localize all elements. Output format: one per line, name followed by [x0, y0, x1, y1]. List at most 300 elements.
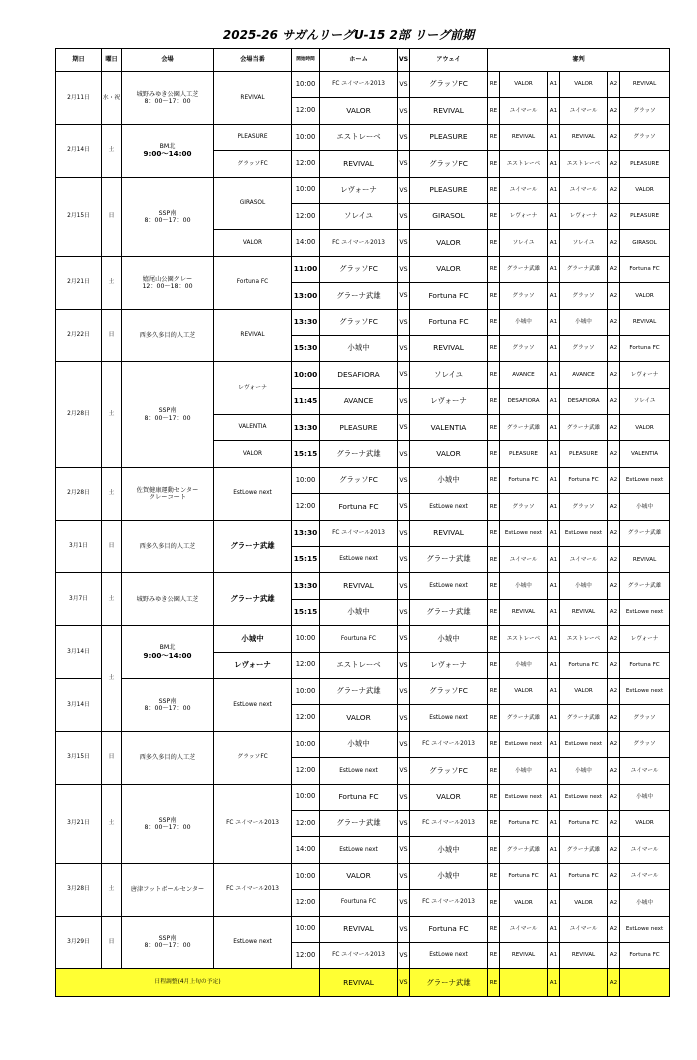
referee-team: ユイマール: [500, 916, 548, 942]
away-team: VALOR: [410, 230, 488, 256]
venue-cell: [122, 784, 214, 863]
home-team: エストレーベ: [320, 124, 398, 150]
header-vs: VS: [398, 49, 410, 72]
referee-role: RE: [488, 467, 500, 493]
referee-role: A2: [608, 916, 620, 942]
host-team: PLEASURE: [214, 124, 292, 150]
referee-team: VALOR: [620, 810, 670, 836]
referee-team: REVIVAL: [620, 72, 670, 98]
match-row: [56, 520, 670, 546]
match-date: 3月21日: [56, 784, 102, 863]
referee-team: DESAFIORA: [500, 388, 548, 414]
match-dow: 水・祝: [102, 72, 122, 125]
match-dow: 日: [102, 731, 122, 784]
away-team: レヴォーナ: [410, 652, 488, 678]
referee-team: EstLowe next: [620, 599, 670, 625]
referee-team: ユイマール: [560, 916, 608, 942]
referee-role: RE: [488, 151, 500, 177]
referee-role: A2: [608, 415, 620, 441]
home-team: レヴォーナ: [320, 177, 398, 203]
venue-name: 唐津フットボールセンター: [130, 886, 205, 894]
referee-team: 小城中: [620, 784, 670, 810]
venue-name: SSP南: [158, 816, 177, 824]
referee-role: A1: [548, 731, 560, 757]
match-row: [56, 626, 670, 652]
host-team: グラーナ武雄: [214, 573, 292, 626]
referee-role: RE: [488, 203, 500, 229]
vs-label: VS: [398, 283, 410, 309]
referee-team: Fortuna FC: [620, 256, 670, 282]
referee-team: VALOR: [620, 283, 670, 309]
away-team: PLEASURE: [410, 124, 488, 150]
referee-team: グラーナ武雄: [500, 705, 548, 731]
venue-cell: [122, 863, 214, 916]
referee-role: A1: [548, 362, 560, 388]
referee-team: ソレイユ: [560, 230, 608, 256]
header-time: 開始時間: [292, 49, 320, 72]
referee-role: A2: [608, 969, 620, 997]
vs-label: VS: [398, 969, 410, 997]
venue-cell: [122, 177, 214, 256]
home-team: VALOR: [320, 98, 398, 124]
away-team: グラーナ武雄: [410, 599, 488, 625]
referee-role: RE: [488, 72, 500, 98]
referee-role: RE: [488, 784, 500, 810]
match-row: [56, 731, 670, 757]
match-date: 3月14日: [56, 626, 102, 679]
match-row: [56, 916, 670, 942]
host-team: Fortuna FC: [214, 256, 292, 309]
referee-team: ユイマール: [560, 98, 608, 124]
referee-role: A1: [548, 388, 560, 414]
referee-role: A1: [548, 969, 560, 997]
referee-role: A1: [548, 335, 560, 361]
kickoff-time: 12:00: [292, 203, 320, 229]
match-dow: 土: [102, 256, 122, 309]
header-home: ホーム: [320, 49, 398, 72]
match-date: 3月15日: [56, 731, 102, 784]
referee-team: グラーナ武雄: [560, 415, 608, 441]
referee-role: A1: [548, 98, 560, 124]
referee-role: RE: [488, 731, 500, 757]
adjustment-label: 日程調整(4月上旬の予定): [56, 969, 320, 997]
referee-team: REVIVAL: [620, 309, 670, 335]
away-team: グラッソFC: [410, 678, 488, 704]
referee-team: Fortuna FC: [560, 652, 608, 678]
vs-label: VS: [398, 942, 410, 968]
referee-role: A1: [548, 837, 560, 863]
host-team: レヴォーナ: [214, 652, 292, 678]
referee-role: A2: [608, 124, 620, 150]
referee-team: グラッソ: [560, 494, 608, 520]
referee-role: RE: [488, 177, 500, 203]
referee-team: PLEASURE: [560, 441, 608, 467]
referee-team: [620, 969, 670, 997]
away-team: REVIVAL: [410, 335, 488, 361]
referee-role: A2: [608, 98, 620, 124]
referee-team: 小城中: [500, 309, 548, 335]
home-team: グラッソFC: [320, 256, 398, 282]
referee-team: レヴォーナ: [500, 203, 548, 229]
vs-label: VS: [398, 784, 410, 810]
home-team: Fourtuna FC: [320, 626, 398, 652]
venue-hours: 8：00〜17：00: [144, 216, 191, 224]
referee-role: A2: [608, 203, 620, 229]
referee-role: RE: [488, 124, 500, 150]
vs-label: VS: [398, 335, 410, 361]
referee-role: A2: [608, 758, 620, 784]
match-dow: 土: [102, 626, 122, 732]
home-team: EstLowe next: [320, 547, 398, 573]
referee-team: REVIVAL: [620, 547, 670, 573]
away-team: グラッソFC: [410, 151, 488, 177]
venue-name: SSP南: [158, 697, 177, 705]
referee-team: グラッソ: [620, 98, 670, 124]
referee-role: A2: [608, 494, 620, 520]
referee-team: EstLowe next: [560, 731, 608, 757]
referee-team: EstLowe next: [500, 731, 548, 757]
away-team: グラッソFC: [410, 758, 488, 784]
referee-team: グラーナ武雄: [500, 415, 548, 441]
home-team: FC ユイマール2013: [320, 942, 398, 968]
kickoff-time: 10:00: [292, 72, 320, 98]
referee-team: Fortuna FC: [620, 942, 670, 968]
referee-team: Fortuna FC: [500, 863, 548, 889]
referee-team: グラッソ: [560, 283, 608, 309]
referee-role: RE: [488, 863, 500, 889]
referee-team: GIRASOL: [620, 230, 670, 256]
referee-role: A2: [608, 547, 620, 573]
referee-team: 小城中: [560, 309, 608, 335]
vs-label: VS: [398, 177, 410, 203]
referee-team: グラッソ: [560, 335, 608, 361]
vs-label: VS: [398, 599, 410, 625]
home-team: グラッソFC: [320, 467, 398, 493]
referee-role: A2: [608, 810, 620, 836]
header-venue: 会場: [122, 49, 214, 72]
referee-role: A1: [548, 863, 560, 889]
kickoff-time: 10:00: [292, 467, 320, 493]
referee-team: エストレーベ: [560, 626, 608, 652]
venue-cell: [122, 626, 214, 679]
kickoff-time: 15:15: [292, 599, 320, 625]
referee-team: VALOR: [500, 72, 548, 98]
home-team: EstLowe next: [320, 837, 398, 863]
kickoff-time: 11:45: [292, 388, 320, 414]
referee-role: A1: [548, 441, 560, 467]
referee-role: RE: [488, 388, 500, 414]
referee-role: A1: [548, 599, 560, 625]
match-row: [56, 72, 670, 98]
venue-name: BM北: [159, 644, 176, 652]
kickoff-time: 12:00: [292, 758, 320, 784]
referee-role: RE: [488, 520, 500, 546]
referee-role: RE: [488, 98, 500, 124]
referee-team: REVIVAL: [500, 124, 548, 150]
kickoff-time: 12:00: [292, 652, 320, 678]
venue-hours: 8：00〜17：00: [144, 823, 191, 831]
match-dow: 土: [102, 573, 122, 626]
vs-label: VS: [398, 467, 410, 493]
referee-team: グラッソ: [500, 335, 548, 361]
referee-role: A1: [548, 415, 560, 441]
referee-team: EstLowe next: [620, 467, 670, 493]
kickoff-time: 12:00: [292, 494, 320, 520]
referee-team: ソレイユ: [500, 230, 548, 256]
kickoff-time: 10:00: [292, 124, 320, 150]
vs-label: VS: [398, 520, 410, 546]
match-row: [56, 177, 670, 203]
referee-role: RE: [488, 547, 500, 573]
referee-team: REVIVAL: [500, 942, 548, 968]
home-team: グラーナ武雄: [320, 678, 398, 704]
vs-label: VS: [398, 203, 410, 229]
referee-role: A1: [548, 124, 560, 150]
referee-team: [560, 969, 608, 997]
kickoff-time: 12:00: [292, 151, 320, 177]
venue-hours: 12：00〜18：00: [142, 282, 193, 290]
host-team: FC ユイマール2013: [214, 863, 292, 916]
referee-team: VALOR: [560, 72, 608, 98]
away-team: FC ユイマール2013: [410, 731, 488, 757]
match-dow: 日: [102, 177, 122, 256]
header-host: 会場当番: [214, 49, 292, 72]
referee-team: グラーナ武雄: [620, 520, 670, 546]
referee-role: RE: [488, 230, 500, 256]
match-date: 3月14日: [56, 678, 102, 731]
referee-team: 小城中: [500, 573, 548, 599]
vs-label: VS: [398, 863, 410, 889]
referee-team: REVIVAL: [560, 124, 608, 150]
home-team: Fortuna FC: [320, 784, 398, 810]
header-row: [56, 49, 670, 72]
vs-label: VS: [398, 810, 410, 836]
referee-team: EstLowe next: [560, 520, 608, 546]
referee-team: Fortuna FC: [500, 467, 548, 493]
host-team: EstLowe next: [214, 916, 292, 969]
match-date: 3月28日: [56, 863, 102, 916]
referee-role: A1: [548, 705, 560, 731]
referee-team: Fortuna FC: [560, 863, 608, 889]
home-team: 小城中: [320, 731, 398, 757]
referee-team: VALOR: [560, 890, 608, 916]
referee-role: A1: [548, 494, 560, 520]
venue-cell: [122, 467, 214, 520]
host-team: FC ユイマール2013: [214, 784, 292, 863]
referee-team: エストレーベ: [560, 151, 608, 177]
referee-team: レヴォーナ: [620, 362, 670, 388]
venue-cell: [122, 256, 214, 309]
referee-role: A1: [548, 652, 560, 678]
host-team: VALENTIA: [214, 415, 292, 441]
home-team: EstLowe next: [320, 758, 398, 784]
match-dow: 日: [102, 309, 122, 362]
match-row: [56, 573, 670, 599]
referee-role: A2: [608, 652, 620, 678]
kickoff-time: 14:00: [292, 230, 320, 256]
away-team: VALOR: [410, 441, 488, 467]
venue-name: 西多久多目的人工芝: [139, 754, 196, 762]
referee-role: A2: [608, 863, 620, 889]
venue-cell: [122, 916, 214, 969]
match-row: [56, 124, 670, 150]
referee-role: A1: [548, 72, 560, 98]
referee-role: RE: [488, 758, 500, 784]
referee-role: A1: [548, 151, 560, 177]
referee-role: A1: [548, 283, 560, 309]
vs-label: VS: [398, 230, 410, 256]
away-team: 小城中: [410, 467, 488, 493]
referee-role: RE: [488, 916, 500, 942]
away-team: VALOR: [410, 256, 488, 282]
host-team: EstLowe next: [214, 467, 292, 520]
referee-team: グラーナ武雄: [500, 837, 548, 863]
referee-team: AVANCE: [560, 362, 608, 388]
referee-role: A2: [608, 467, 620, 493]
referee-role: A2: [608, 72, 620, 98]
referee-role: A2: [608, 599, 620, 625]
kickoff-time: 10:00: [292, 678, 320, 704]
venue-hours: 8：00〜17：00: [144, 97, 191, 105]
referee-team: PLEASURE: [500, 441, 548, 467]
kickoff-time: 15:15: [292, 441, 320, 467]
referee-team: エストレーベ: [500, 626, 548, 652]
venue-name: 城野みゆき公園人工芝: [136, 90, 199, 98]
kickoff-time: 15:30: [292, 335, 320, 361]
referee-team: 小城中: [500, 652, 548, 678]
referee-team: 小城中: [500, 758, 548, 784]
away-team: FC ユイマール2013: [410, 890, 488, 916]
vs-label: VS: [398, 98, 410, 124]
match-dow: 土: [102, 362, 122, 468]
vs-label: VS: [398, 652, 410, 678]
referee-role: A1: [548, 942, 560, 968]
match-date: 2月11日: [56, 72, 102, 125]
vs-label: VS: [398, 362, 410, 388]
referee-team: 小城中: [620, 890, 670, 916]
referee-role: RE: [488, 969, 500, 997]
referee-role: RE: [488, 309, 500, 335]
kickoff-time: 12:00: [292, 810, 320, 836]
match-dow: 土: [102, 784, 122, 863]
referee-team: 小城中: [560, 573, 608, 599]
referee-role: A2: [608, 230, 620, 256]
kickoff-time: 10:00: [292, 916, 320, 942]
match-date: 2月22日: [56, 309, 102, 362]
kickoff-time: 11:00: [292, 256, 320, 282]
referee-role: A2: [608, 283, 620, 309]
referee-role: RE: [488, 678, 500, 704]
schedule-adjustment-row: [56, 969, 670, 997]
referee-team: EstLowe next: [500, 520, 548, 546]
referee-role: A2: [608, 520, 620, 546]
home-team: Fourtuna FC: [320, 890, 398, 916]
referee-role: A1: [548, 758, 560, 784]
home-team: REVIVAL: [320, 151, 398, 177]
vs-label: VS: [398, 441, 410, 467]
match-date: 2月15日: [56, 177, 102, 256]
referee-role: RE: [488, 415, 500, 441]
away-team: ソレイユ: [410, 362, 488, 388]
venue-cell: [122, 520, 214, 573]
away-team: グラーナ武雄: [410, 547, 488, 573]
vs-label: VS: [398, 626, 410, 652]
referee-role: A2: [608, 177, 620, 203]
vs-label: VS: [398, 124, 410, 150]
match-dow: 土: [102, 467, 122, 520]
referee-team: Fortuna FC: [500, 810, 548, 836]
venue-hours: 8：00〜17：00: [144, 942, 191, 950]
away-team: グラッソFC: [410, 72, 488, 98]
referee-team: ユイマール: [500, 98, 548, 124]
away-team: 小城中: [410, 837, 488, 863]
kickoff-time: 10:00: [292, 626, 320, 652]
referee-role: A2: [608, 942, 620, 968]
referee-team: EstLowe next: [500, 784, 548, 810]
referee-team: PLEASURE: [620, 203, 670, 229]
vs-label: VS: [398, 758, 410, 784]
referee-role: A1: [548, 547, 560, 573]
host-team: レヴォーナ: [214, 362, 292, 415]
home-team: VALOR: [320, 705, 398, 731]
referee-role: A1: [548, 309, 560, 335]
venue-cell: [122, 573, 214, 626]
host-team: VALOR: [214, 230, 292, 256]
home-team: PLEASURE: [320, 415, 398, 441]
vs-label: VS: [398, 309, 410, 335]
referee-team: VALOR: [500, 678, 548, 704]
venue-name: 西多久多目的人工芝: [139, 331, 196, 339]
referee-team: ユイマール: [560, 177, 608, 203]
referee-role: RE: [488, 890, 500, 916]
vs-label: VS: [398, 705, 410, 731]
vs-label: VS: [398, 388, 410, 414]
referee-role: A1: [548, 256, 560, 282]
referee-role: A2: [608, 784, 620, 810]
vs-label: VS: [398, 256, 410, 282]
away-team: FC ユイマール2013: [410, 810, 488, 836]
referee-role: RE: [488, 837, 500, 863]
referee-team: VALENTIA: [620, 441, 670, 467]
referee-role: RE: [488, 283, 500, 309]
referee-role: A2: [608, 256, 620, 282]
vs-label: VS: [398, 837, 410, 863]
kickoff-time: 10:00: [292, 362, 320, 388]
away-team: PLEASURE: [410, 177, 488, 203]
referee-team: ユイマール: [500, 547, 548, 573]
referee-role: A1: [548, 678, 560, 704]
referee-role: A1: [548, 810, 560, 836]
kickoff-time: 13:30: [292, 573, 320, 599]
referee-role: RE: [488, 599, 500, 625]
away-team: EstLowe next: [410, 573, 488, 599]
home-team: ソレイユ: [320, 203, 398, 229]
away-team: VALOR: [410, 784, 488, 810]
home-team: グラーナ武雄: [320, 810, 398, 836]
referee-role: A1: [548, 784, 560, 810]
referee-team: 小城中: [560, 758, 608, 784]
referee-role: A1: [548, 916, 560, 942]
venue-cell: [122, 72, 214, 125]
match-date: 3月29日: [56, 916, 102, 969]
referee-team: エストレーベ: [500, 151, 548, 177]
away-team: Fortuna FC: [410, 309, 488, 335]
referee-role: A2: [608, 678, 620, 704]
kickoff-time: 13:30: [292, 415, 320, 441]
kickoff-time: 13:30: [292, 520, 320, 546]
referee-team: ユイマール: [500, 177, 548, 203]
home-team: FC ユイマール2013: [320, 230, 398, 256]
